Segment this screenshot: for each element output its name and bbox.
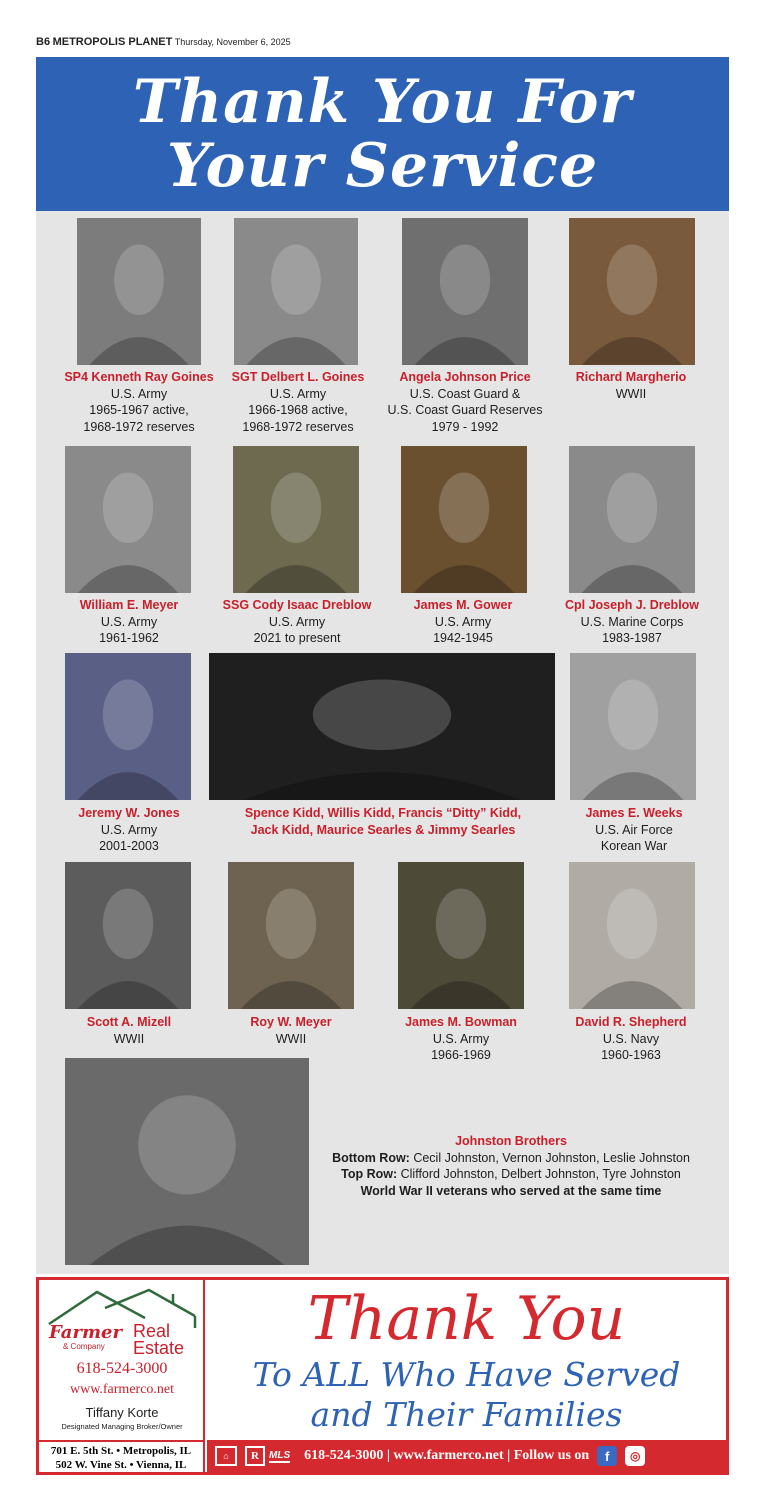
veteran-name: Cpl Joseph J. Dreblow bbox=[564, 598, 700, 612]
mls-label: MLS bbox=[269, 1449, 291, 1461]
veteran-name: David R. Shepherd bbox=[575, 1015, 687, 1029]
veteran-detail: 1960-1963 bbox=[601, 1048, 661, 1062]
caption-veteran bbox=[220, 369, 376, 435]
caption-veteran bbox=[54, 597, 204, 647]
caption-veteran bbox=[54, 1014, 204, 1047]
ad-contact-bar bbox=[207, 1440, 726, 1472]
ad-phone: 618-524-3000 bbox=[76, 1360, 168, 1377]
veteran-name: Roy W. Meyer bbox=[250, 1015, 332, 1029]
veteran-photo bbox=[233, 446, 359, 593]
address-vienna: 502 W. Vine St. • Vienna, IL bbox=[55, 1459, 187, 1471]
brand-company: & Company bbox=[63, 1342, 105, 1351]
veteran-detail: U.S. Navy bbox=[602, 1031, 660, 1046]
instagram-icon[interactable]: ◎ bbox=[625, 1446, 645, 1466]
veteran-name: Scott A. Mizell bbox=[86, 1015, 172, 1029]
group-names: Spence Kidd, Willis Kidd, Francis “Ditty” Kidd, bbox=[244, 806, 522, 820]
veteran-detail: U.S. Army bbox=[100, 614, 158, 629]
paper-name: METROPOLIS PLANET bbox=[52, 36, 173, 48]
caption-veteran bbox=[54, 805, 204, 855]
ad-agent-title: Designated Managing Broker/Owner bbox=[61, 1422, 183, 1431]
veteran-detail: 1966-1968 active, bbox=[248, 403, 348, 417]
veteran-detail: U.S. Army bbox=[268, 614, 326, 629]
caption-veteran bbox=[388, 597, 538, 647]
veteran-name: Angela Johnson Price bbox=[399, 370, 531, 384]
veteran-photo bbox=[65, 862, 191, 1009]
veteran-photo bbox=[570, 653, 696, 800]
group-names: Jack Kidd, Maurice Searles & Jimmy Searles bbox=[250, 822, 516, 837]
johnston-caption bbox=[326, 1133, 696, 1199]
headline-banner bbox=[36, 57, 729, 211]
veteran-photo bbox=[77, 218, 201, 365]
veteran-detail: 2021 to present bbox=[253, 631, 341, 645]
veteran-detail: WWII bbox=[113, 1031, 145, 1046]
veteran-photo bbox=[569, 862, 695, 1009]
veteran-name: William E. Meyer bbox=[79, 598, 179, 612]
caption-veteran bbox=[384, 369, 546, 435]
johnston-bottom-row: Bottom Row: Cecil Johnston, Vernon Johnston, Leslie Johnston bbox=[332, 1150, 690, 1165]
veteran-detail: 2001-2003 bbox=[99, 839, 159, 853]
folio bbox=[36, 36, 291, 48]
veteran-detail: U.S. Marine Corps bbox=[580, 614, 684, 629]
ad-addresses bbox=[39, 1440, 205, 1472]
headline-line-2: Your Service bbox=[166, 131, 599, 201]
veteran-photo bbox=[228, 862, 354, 1009]
veteran-detail: 1968-1972 reserves bbox=[242, 419, 354, 434]
facebook-icon[interactable]: f bbox=[597, 1446, 617, 1466]
veteran-name: James M. Gower bbox=[413, 598, 513, 612]
caption-veteran bbox=[556, 597, 708, 647]
veteran-photo bbox=[569, 446, 695, 593]
veteran-photo bbox=[401, 446, 527, 593]
johnston-note: World War II veterans who served at the same time bbox=[360, 1183, 662, 1198]
realtor-icon: R bbox=[245, 1446, 265, 1466]
caption-veteran bbox=[54, 369, 224, 435]
veteran-detail: 1979 - 1992 bbox=[431, 419, 499, 434]
caption-veteran bbox=[556, 369, 706, 402]
issue-date: Thursday, November 6, 2025 bbox=[174, 37, 291, 47]
veteran-name: Richard Margherio bbox=[575, 370, 687, 384]
veteran-detail: WWII bbox=[275, 1031, 307, 1046]
veteran-detail: WWII bbox=[615, 386, 647, 401]
veteran-detail: U.S. Coast Guard Reserves bbox=[387, 403, 543, 417]
veteran-detail: U.S. Army bbox=[100, 822, 158, 837]
veteran-photo bbox=[209, 653, 555, 800]
ad-logo-block bbox=[39, 1280, 205, 1440]
johnston-title: Johnston Brothers bbox=[455, 1134, 567, 1148]
veteran-detail: 1965-1967 active, bbox=[89, 403, 189, 417]
ad-thank-you: Thank You bbox=[307, 1284, 626, 1354]
caption-veteran bbox=[216, 1014, 366, 1047]
veteran-detail: 1966-1969 bbox=[431, 1048, 491, 1062]
brand-estate: Estate bbox=[133, 1338, 185, 1358]
farmer-real-estate-ad bbox=[36, 1277, 729, 1475]
veteran-name: SGT Delbert L. Goines bbox=[231, 370, 365, 384]
veteran-name: James M. Bowman bbox=[405, 1015, 517, 1029]
veteran-photo bbox=[65, 653, 191, 800]
veteran-name: SP4 Kenneth Ray Goines bbox=[64, 370, 214, 384]
ad-website: www.farmerco.net bbox=[69, 1382, 175, 1397]
veteran-name: Jeremy W. Jones bbox=[78, 806, 180, 820]
caption-veteran bbox=[560, 805, 708, 855]
ad-subline-2: and Their Families bbox=[310, 1395, 623, 1434]
ad-agent: Tiffany Korte bbox=[85, 1405, 159, 1420]
veteran-detail: 1942-1945 bbox=[433, 631, 493, 645]
ad-contact-line: 618-524-3000 | www.farmerco.net | Follow us on bbox=[304, 1448, 590, 1463]
brand-wordmark bbox=[45, 1318, 201, 1358]
address-metropolis: 701 E. 5th St. • Metropolis, IL bbox=[50, 1445, 192, 1457]
veteran-detail: U.S. Air Force bbox=[595, 822, 673, 837]
veteran-name: James E. Weeks bbox=[585, 806, 683, 820]
veteran-detail: 1961-1962 bbox=[99, 631, 159, 645]
veteran-detail: 1968-1972 reserves bbox=[83, 419, 195, 434]
veteran-detail: U.S. Army bbox=[432, 1031, 490, 1046]
johnston-top-row: Top Row: Clifford Johnston, Delbert Johnston, Tyre Johnston bbox=[341, 1167, 681, 1181]
veteran-detail: U.S. Coast Guard & bbox=[409, 386, 521, 401]
ad-subline-1: To ALL Who Have Served bbox=[252, 1355, 681, 1394]
brand-real: Real bbox=[133, 1321, 171, 1341]
veteran-photo bbox=[65, 446, 191, 593]
veteran-photo bbox=[65, 1058, 309, 1265]
page-number: B6 bbox=[36, 36, 51, 48]
veteran-photo bbox=[398, 862, 524, 1009]
equal-housing-icon: ⌂ bbox=[215, 1446, 237, 1466]
caption-group bbox=[210, 805, 556, 838]
caption-veteran bbox=[216, 597, 378, 647]
headline-line-1: Thank You For bbox=[132, 67, 633, 137]
brand-script: Farmer bbox=[49, 1322, 122, 1343]
veteran-detail: Korean War bbox=[600, 839, 668, 853]
veteran-detail: U.S. Army bbox=[269, 386, 327, 401]
caption-veteran bbox=[556, 1014, 706, 1064]
veteran-photo bbox=[569, 218, 695, 365]
veteran-name: SSG Cody Isaac Dreblow bbox=[222, 598, 372, 612]
veteran-detail: U.S. Army bbox=[110, 386, 168, 401]
veteran-detail: U.S. Army bbox=[434, 614, 492, 629]
caption-veteran bbox=[386, 1014, 536, 1064]
veteran-photo bbox=[234, 218, 358, 365]
veteran-detail: 1983-1987 bbox=[602, 631, 662, 645]
veteran-photo bbox=[402, 218, 528, 365]
